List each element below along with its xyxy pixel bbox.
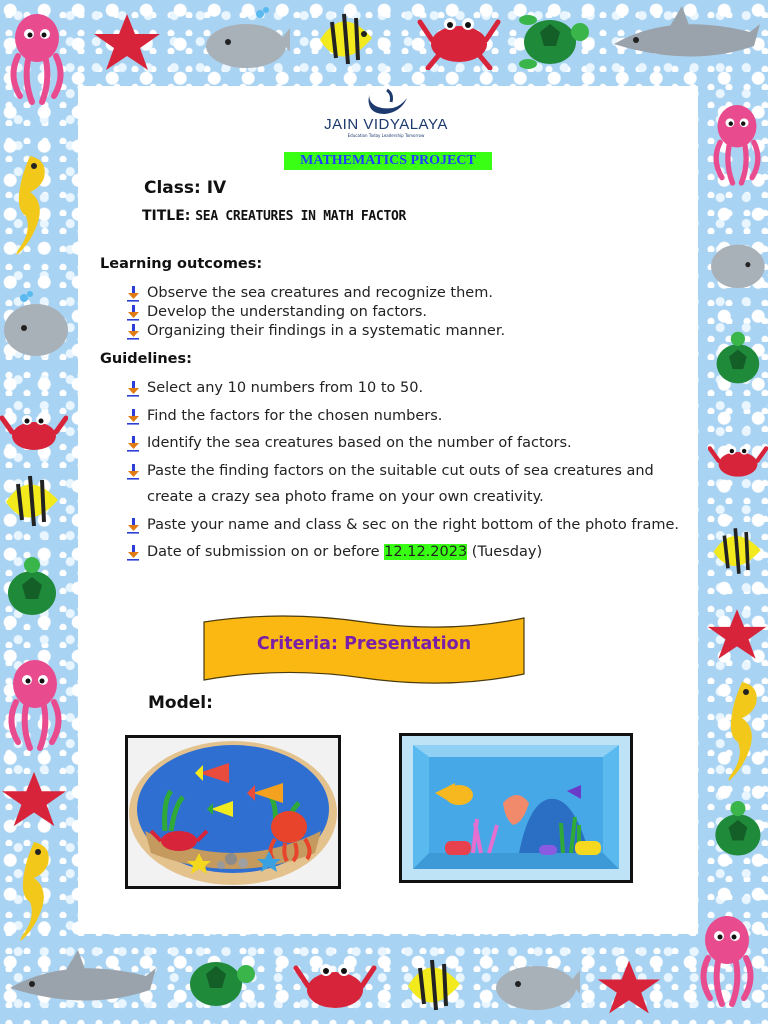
fish-icon	[400, 950, 472, 1020]
project-title	[142, 208, 406, 224]
swan-logo-icon	[363, 88, 409, 118]
guidelines-heading: Guidelines:	[100, 351, 192, 367]
down-arrow-icon	[126, 379, 140, 398]
model-photo-diorama	[399, 733, 633, 883]
turtle-icon	[706, 798, 768, 868]
starfish-icon	[706, 606, 768, 662]
octopus-icon	[2, 8, 72, 108]
turtle-icon	[510, 2, 590, 76]
turtle-icon	[706, 330, 768, 394]
seahorse-icon	[712, 676, 768, 786]
list-item: Observe the sea creatures and recognize them.	[124, 284, 684, 303]
list-item: Select any 10 numbers from 10 to 50.	[124, 375, 684, 402]
fish-icon	[0, 468, 66, 534]
down-arrow-icon	[126, 516, 140, 535]
starfish-icon	[92, 12, 162, 72]
starfish-icon	[0, 770, 68, 828]
list-item: Paste the finding factors on the suitable cut outs of sea creatures and create a crazy sea photo frame on your own creativity.	[124, 458, 684, 511]
class-line: Class: IV	[144, 178, 227, 198]
criteria-text: Criteria: Presentation	[256, 634, 472, 654]
whale-icon	[200, 6, 292, 72]
shark-icon	[6, 946, 156, 1018]
list-item: Paste your name and class & sec on the right bottom of the photo frame.	[124, 512, 684, 539]
school-name: JAIN VIDYALAYA	[324, 116, 448, 133]
model-heading: Model:	[148, 693, 213, 713]
down-arrow-icon	[126, 434, 140, 453]
list-item: Identify the sea creatures based on the number of factors.	[124, 430, 684, 457]
whale-icon	[490, 948, 582, 1014]
shark-icon	[610, 2, 760, 74]
turtle-icon	[0, 555, 66, 627]
list-item: Find the factors for the chosen numbers.	[124, 403, 684, 430]
seahorse-icon	[4, 836, 60, 946]
octopus-icon	[706, 96, 768, 192]
octopus-icon	[0, 654, 70, 754]
crab-icon	[290, 950, 380, 1016]
crab-icon	[0, 402, 68, 458]
down-arrow-icon	[126, 322, 140, 341]
document-page	[78, 86, 698, 934]
project-label: MATHEMATICS PROJECT	[284, 152, 492, 170]
crab-icon	[414, 4, 504, 70]
down-arrow-icon	[126, 407, 140, 426]
submission-date-item: Date of submission on or before 12.12.2023 (Tuesday)	[124, 539, 684, 566]
crab-icon	[708, 434, 768, 484]
guidelines-list	[124, 375, 684, 567]
down-arrow-icon	[126, 462, 140, 481]
fish-icon	[312, 4, 384, 74]
learning-outcomes-list	[124, 284, 684, 341]
learning-outcomes-heading: Learning outcomes:	[100, 256, 263, 272]
down-arrow-icon	[126, 303, 140, 322]
octopus-icon	[692, 904, 762, 1016]
title-label: TITLE:	[142, 208, 191, 224]
turtle-icon	[176, 944, 256, 1018]
school-logo	[306, 88, 466, 140]
down-arrow-icon	[126, 543, 140, 562]
model-photo-plate	[125, 735, 341, 889]
list-item: Develop the understanding on factors.	[124, 303, 684, 322]
starfish-icon	[596, 958, 662, 1016]
whale-icon	[706, 228, 768, 298]
whale-icon	[0, 290, 74, 362]
list-item: Organizing their findings in a systematic manner.	[124, 322, 684, 341]
down-arrow-icon	[126, 284, 140, 303]
seahorse-icon	[0, 150, 56, 260]
title-value: SEA CREATURES IN MATH FACTOR	[195, 209, 407, 224]
school-tagline: Education Today Leadership Tomorrow	[347, 133, 425, 138]
fish-icon	[708, 518, 768, 584]
submission-date: 12.12.2023	[384, 544, 468, 560]
